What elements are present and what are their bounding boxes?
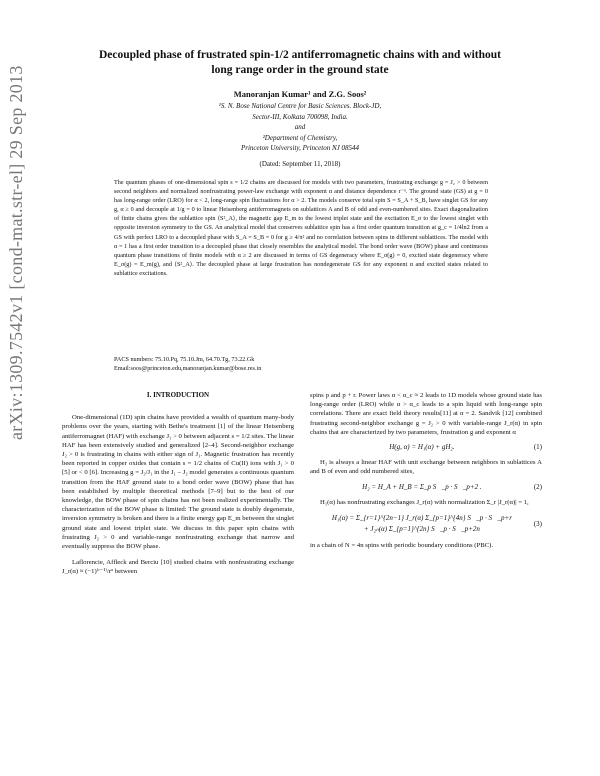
date-line: (Dated: September 11, 2018) — [259, 160, 341, 168]
title-line-1: Decoupled phase of frustrated spin-1/2 antiferromagnetic chains with and without — [99, 49, 501, 61]
equation-line: H₁(α) = Σ_{r=1}^{2n−1} J_r(α) Σ_{p=1}^{4n} S⃗_p · S⃗_p+r — [331, 514, 512, 523]
affiliations — [60, 101, 540, 154]
abstract: The quantum phases of one-dimensional spin s = 1/2 chains are discussed for models with two parameters, frustrating exchange g = J₂ > 0 between second neighbors and normalized nonfrustrating power-law exchange with exponent α and distance dependence r⁻ᵅ. The ground state (GS) at g = 0 has long-range order (LRO) for α < 2, long-range spin fluctuations for α > 2. The models conserve total spin S = S_A + S_B, have singlet GS for any g, α ≥ 0 and decouple at 1/g = 0 to linear Heisenberg antiferromagnets on sublattices A and B of odd and even-numbered sites. Exact diagonalization of finite chains gives the sublattice spin ⟨S²_A⟩, the magnetic gap E_m to the lowest triplet state and the excitation E_σ to the lowest singlet with opposite inversion symmetry to the GS. An analytical model that conserves sublattice spin has a first order quantum transition at g_c = 1/4ln2 from a GS with perfect LRO to a decoupled phase with S_A = S_B = 0 for g ≥ 4/π² and no correlation between spins in different sublattices. The model with α = 1 has a first order transition to a decoupled phase that closely resembles the analytical model. The bond order wave (BOW) phase and continuous quantum phase transitions of finite models with α ≥ 2 are discussed in terms of GS degeneracy where E_σ(g) = 0, excited state degeneracy where E_σ(g) = E_m(g), and ⟨S²_A⟩. The decoupled phase at large frustration has nondegenerate GS for any exponent α and excited states related to sublattice excitations. — [114, 179, 488, 277]
intro-paragraph: Laflorencie, Affleck and Berciu [10] studied chains with nonfrustrating exchange J_r(α) ≈ (−1)⁽ʳ⁻¹⁾/rᵅ between — [62, 559, 294, 576]
authors: Manoranjan Kumar¹ and Z.G. Soos² — [233, 89, 367, 99]
equation-number: (3) — [533, 519, 542, 528]
intro-paragraph: in a chain of N = 4n spins with periodic boundary conditions (PBC). — [310, 542, 494, 550]
affiliation-line: and — [294, 123, 306, 131]
equation-3 — [310, 513, 542, 535]
section-heading-introduction: I. INTRODUCTION — [146, 391, 210, 399]
affiliation-line: Princeton University, Princeton NJ 08544 — [240, 144, 359, 152]
equation-expression — [310, 513, 534, 535]
paper-title — [60, 48, 540, 78]
affiliation-line: ¹S. N. Bose National Centre for Basic Sciences. Block-JD, — [218, 102, 382, 110]
affiliation-line: ²Department of Chemistry, — [262, 133, 338, 142]
equation-number: (2) — [533, 482, 542, 491]
pacs-block — [114, 355, 488, 373]
right-column — [310, 391, 542, 550]
equation-expression: H₂ = H_A + H_B = Σ_p S⃗_p · S⃗_p+2 . — [362, 482, 482, 491]
equation-line: + J₂ₙ(α) Σ_{p=1}^{2n} S⃗_p · S⃗_p+2n — [363, 525, 480, 534]
equation-1 — [310, 443, 542, 452]
affiliation-line: Sector-III, Kolkata 700098, India. — [252, 112, 348, 121]
left-column — [62, 391, 294, 577]
email-line: Email:soos@princeton.edu,manoranjan.kumar@bose.res.in — [114, 365, 262, 372]
intro-paragraph: H₁(α) has nonfrustrating exchanges J_r(α) with normalization Σ_r |J_r(α)| = 1, — [320, 498, 529, 506]
equation-number: (1) — [533, 443, 542, 452]
equation-2 — [310, 483, 542, 492]
equation-expression: H(g, α) = H₁(α) + gH₂. — [389, 443, 455, 452]
arxiv-identifier: arXiv:1309.7542v1 [cond-mat.str-el] 29 Sep 2013 — [6, 65, 26, 440]
intro-paragraph: spins p and p + r. Power laws α < α_c ≈ 2 leads to 1D models whose ground state has long-range order (LRO) while α > α_c leads to a spin liquid with long-range spin correlations. There are exact field theory results[11] at α = 2. Sandvik [12] combined frustrating second-neighbor exchange g = J₂ > 0 with variable-range J_r(α) in spin chains that are characterized by two parameters, frustration g and exponent α — [310, 392, 542, 436]
pacs-numbers: PACS numbers: 75.10.Pq, 75.10.Jm, 64.70.Tg, 73.22.Gk — [114, 356, 255, 363]
intro-paragraph: One-dimensional (1D) spin chains have provided a wealth of quantum many-body problems over the years, starting with Bethe's treatment [1] of the linear Heisenberg antiferromagnet (HAF) with exchange J₁ > 0 between adjacent s = 1/2 sites. The linear HAF has been extensively studied and generalized [2–4]. Second-neighbor exchange J₂ > 0 is frustrating in chains with either sign of J₁. Magnetic frustration has recently been reported in copper oxides that contain s = 1/2 chains of Cu(II) ions with J₁ > 0 [5] or < 0 [6]. Increasing g = J₂/J₁ in the J₁ – J₂ model generates a continuous quantum transition from the HAF ground state to a bond order wave (BOW) phase that has been established by multiple theoretical methods [7–9] but to the best of our knowledge, the BOW phase of spin chains has not been realized experimentally. The characterization of the BOW phase is limited: The ground state is doubly degenerate, inversion symmetry is broken and there is a finite energy gap E_m between the singlet ground state and lowest triplet state. We discuss in this paper spin chains with frustrating J₂ > 0 and variable-range nonfrustrating exchange that narrow and eventually suppress the BOW phase. — [62, 414, 294, 551]
title-line-2: long range order in the ground state — [211, 64, 389, 76]
intro-paragraph: H₂ is always a linear HAF with unit exchange between neighbors in sublattices A and B of even and odd numbered sites, — [310, 459, 542, 476]
